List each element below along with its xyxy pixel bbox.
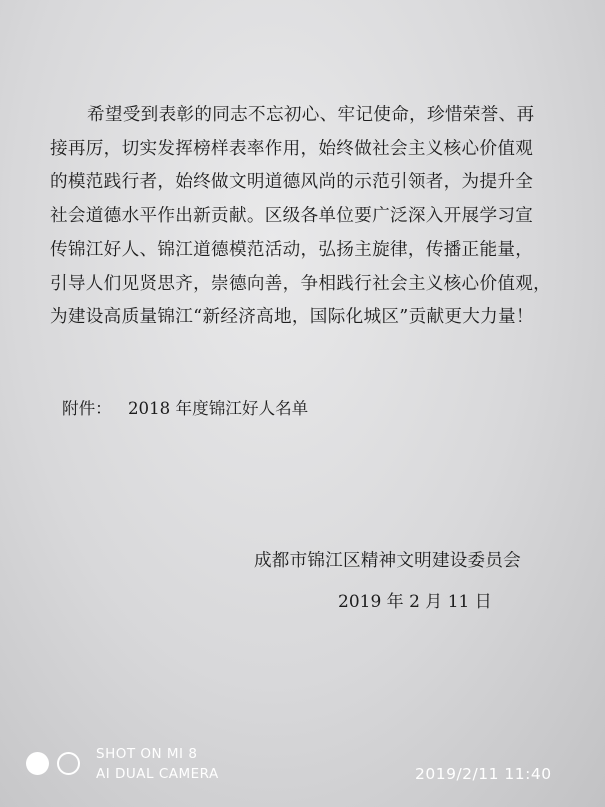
attachment-title: 2018 年度锦江好人名单 <box>128 399 309 418</box>
photo-timestamp: 2019/2/11 11:40 <box>415 765 552 783</box>
attachment-label: 附件： <box>62 399 112 418</box>
camera-ring-icon <box>57 752 80 775</box>
paragraph-line: 希望受到表彰的同志不忘初心、牢记使命，珍惜荣誉、再 <box>87 105 535 125</box>
paragraph-line: 接再厉，切实发挥榜样表率作用，始终做社会主义核心价值观 <box>50 138 534 159</box>
camera-logo-icon <box>26 752 86 782</box>
paragraph-line: 的模范践行者，始终做文明道德风尚的示范引领者，为提升全 <box>50 172 534 193</box>
paragraph-line: 为建设高质量锦江“新经济高地，国际化城区”贡献更大力量！ <box>50 307 534 328</box>
paragraph-line: 社会道德水平作出新贡献。区级各单位要广泛深入开展学习宣 <box>50 206 534 227</box>
camera-dot-icon <box>26 752 49 775</box>
body-paragraph <box>50 99 560 335</box>
paragraph-line: 引导人们见贤思齐，崇德向善，争相践行社会主义核心价值观， <box>50 273 552 294</box>
issuer-name: 成都市锦江区精神文明建设委员会 <box>254 551 521 571</box>
camera-model-text <box>96 744 219 784</box>
issue-date: 2019 年 2 月 11 日 <box>338 592 492 612</box>
paragraph-line: 传锦江好人、锦江道德模范活动，弘扬主旋律，传播正能量， <box>50 239 534 260</box>
camera-feature-line: AI DUAL CAMERA <box>96 766 219 782</box>
camera-model-line: SHOT ON MI 8 <box>96 746 198 762</box>
